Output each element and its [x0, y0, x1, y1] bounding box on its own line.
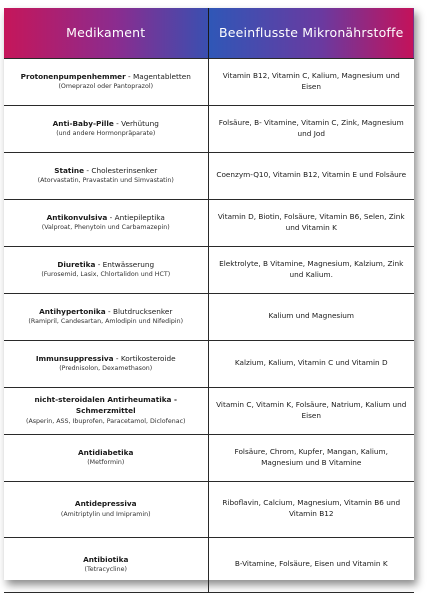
table-row — [4, 246, 414, 293]
drug-examples: (Valproat, Phenytoin und Carbamazepin) — [41, 224, 170, 232]
medication-cell — [4, 434, 208, 481]
nutrients-cell: Folsäure, B- Vitamine, Vitamin C, Zink, Magnesium und Jod — [208, 105, 414, 152]
nutrients-cell: Vitamin B12, Vitamin C, Kalium, Magnesium und Eisen — [208, 58, 414, 105]
drug-description: - Verhütung — [113, 118, 159, 128]
medication-cell — [4, 105, 208, 152]
drug-name: Antidiabetika — [78, 447, 134, 457]
medication-cell — [4, 340, 208, 387]
drug-description: - Kortikosteroide — [113, 353, 176, 363]
medication-cell — [4, 387, 208, 434]
drug-description: - Cholesterinsenker — [84, 165, 158, 175]
drug-name: Antihypertonika — [39, 306, 106, 316]
column-header-medication: Medikament — [4, 8, 208, 58]
drug-examples: (Amitriptylin und Imipramin) — [60, 510, 151, 518]
drug-examples: (Prednisolon, Dexamethason) — [59, 365, 153, 373]
drug-name: Antidepressiva — [74, 499, 137, 509]
medication-table-card — [4, 8, 414, 580]
medication-cell — [4, 481, 208, 537]
table-row — [4, 58, 414, 105]
nutrients-cell: Kalium und Magnesium — [208, 293, 414, 340]
table-row — [4, 537, 414, 592]
drug-name: Antikonvulsiva — [46, 212, 108, 222]
drug-description: - Entwässerung — [95, 259, 155, 269]
table-row — [4, 340, 414, 387]
nutrients-cell: Elektrolyte, B Vitamine, Magnesium, Kalzium, Zink und Kalium. — [208, 246, 414, 293]
drug-name: Statine — [54, 165, 85, 175]
drug-description: - Blutdrucksenker — [105, 306, 173, 316]
drug-description: - Magentabletten — [125, 71, 191, 81]
column-header-nutrients: Beeinflusste Mikronährstoffe — [208, 8, 414, 58]
nutrients-cell: Coenzym-Q10, Vitamin B12, Vitamin E und Folsäure — [208, 152, 414, 199]
medication-cell — [4, 58, 208, 105]
nutrients-cell: Riboflavin, Calcium, Magnesium, Vitamin B6 und Vitamin B12 — [208, 481, 414, 537]
drug-name: Protonenpumpenhemmer — [20, 71, 126, 81]
drug-name: Antibiotika — [83, 554, 129, 564]
drug-name: nicht-steroidalen Antirheumatika - Schmerzmittel — [34, 395, 178, 415]
table-row — [4, 481, 414, 537]
medication-cell — [4, 293, 208, 340]
drug-examples: (Ramipril, Candesartan, Amlodipin und Nifedipin) — [28, 318, 184, 326]
medication-cell — [4, 246, 208, 293]
drug-name: Immunsuppressiva — [35, 353, 114, 363]
medication-table — [4, 8, 414, 593]
drug-examples: (Asperin, ASS, Ibuprofen, Paracetamol, Diclofenac) — [25, 417, 186, 425]
table-row — [4, 105, 414, 152]
drug-examples: (Metformin) — [87, 459, 125, 467]
table-row — [4, 387, 414, 434]
drug-examples: (Tetracycline) — [84, 566, 127, 574]
drug-name: Anti-Baby-Pille — [52, 118, 114, 128]
drug-name: Diuretika — [57, 259, 96, 269]
medication-cell — [4, 152, 208, 199]
medication-cell — [4, 199, 208, 246]
drug-examples: (Omeprazol oder Pantoprazol) — [58, 83, 154, 91]
table-row — [4, 152, 414, 199]
table-row — [4, 199, 414, 246]
table-body — [4, 58, 414, 592]
nutrients-cell: B-Vitamine, Folsäure, Eisen und Vitamin K — [208, 537, 414, 592]
drug-examples: (Furosemid, Lasix, Chlortalidon und HCT) — [41, 271, 171, 279]
table-row — [4, 434, 414, 481]
nutrients-cell: Kalzium, Kalium, Vitamin C und Vitamin D — [208, 340, 414, 387]
nutrients-cell: Folsäure, Chrom, Kupfer, Mangan, Kalium, Magnesium und B Vitamine — [208, 434, 414, 481]
drug-examples: (und andere Hormonpräparate) — [56, 130, 156, 138]
drug-examples: (Atorvastatin, Pravastatin und Simvastatin) — [37, 177, 174, 185]
nutrients-cell: Vitamin C, Vitamin K, Folsäure, Natrium, Kalium und Eisen — [208, 387, 414, 434]
drug-description: - Antiepileptika — [107, 212, 165, 222]
medication-cell — [4, 537, 208, 592]
table-row — [4, 293, 414, 340]
nutrients-cell: Vitamin D, Biotin, Folsäure, Vitamin B6, Selen, Zink und Vitamin K — [208, 199, 414, 246]
table-header-row — [4, 8, 414, 58]
